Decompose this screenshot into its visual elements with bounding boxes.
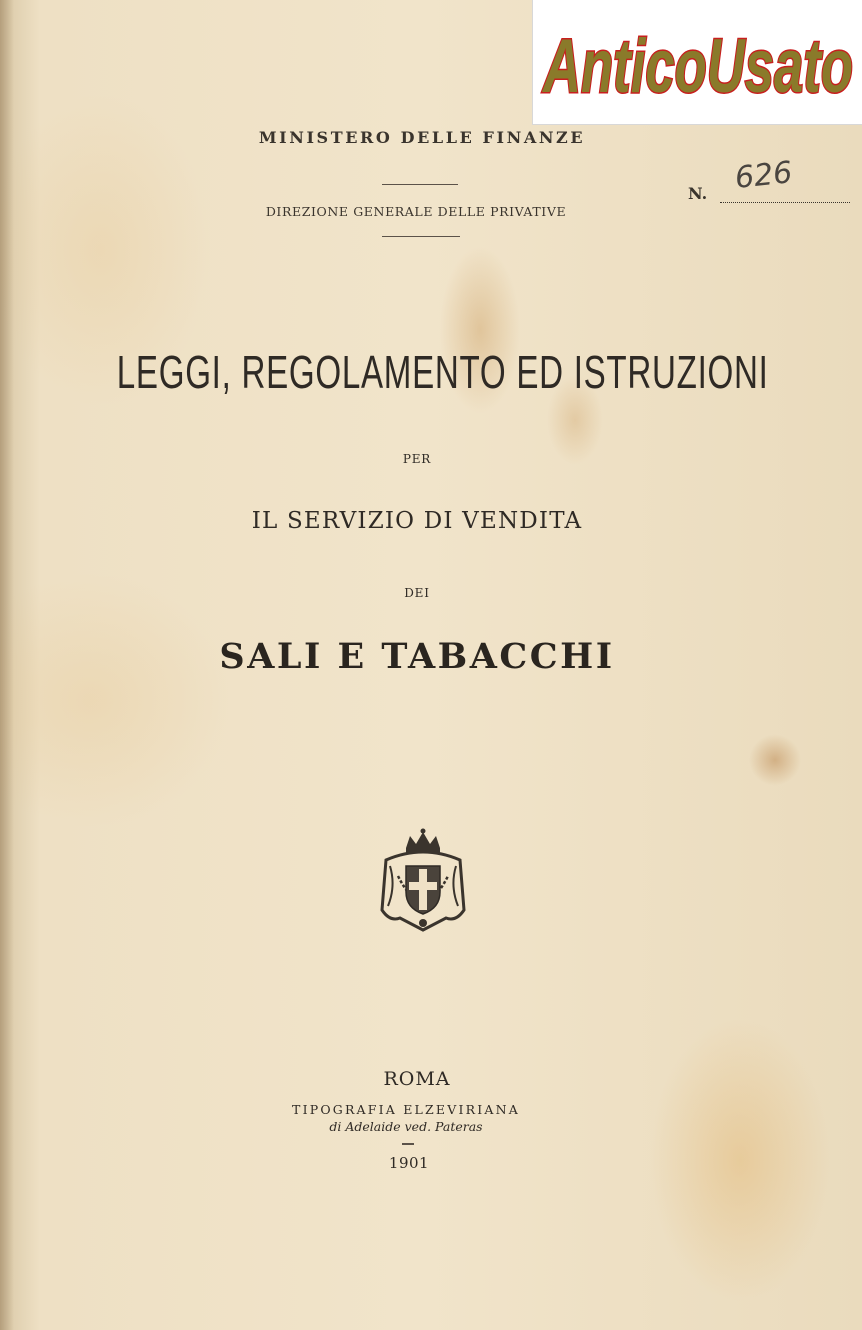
imprint-printer: TIPOGRAFIA ELZEVIRIANA [292, 1102, 520, 1117]
imprint-year: 1901 [388, 1154, 430, 1172]
number-underline [720, 202, 850, 203]
coat-of-arms-icon [376, 826, 470, 936]
divider-top [382, 184, 458, 185]
ministry-heading: MINISTERO DELLE FINANZE [258, 128, 586, 147]
title-dei: DEI [404, 586, 430, 600]
imprint-city: ROMA [383, 1068, 451, 1090]
imprint-dash [402, 1143, 414, 1145]
watermark-text: AnticoUsato [541, 24, 853, 109]
imprint-printer-detail: di Adelaide ved. Pateras [329, 1119, 483, 1134]
handwritten-number: 626 [733, 155, 794, 196]
divider-bottom [382, 236, 460, 237]
watermark-logo [532, 0, 862, 125]
watermark-logo-graphic [533, 0, 862, 124]
main-title: LEGGI, REGOLAMENTO ED ISTRUZIONI [116, 346, 769, 398]
title-subject: SALI E TABACCHI [219, 636, 615, 677]
direzione-heading: DIREZIONE GENERALE DELLE PRIVATIVE [265, 204, 567, 219]
title-servizio: IL SERVIZIO DI VENDITA [251, 508, 583, 534]
number-label: N. [688, 184, 708, 203]
title-per: PER [402, 452, 432, 466]
